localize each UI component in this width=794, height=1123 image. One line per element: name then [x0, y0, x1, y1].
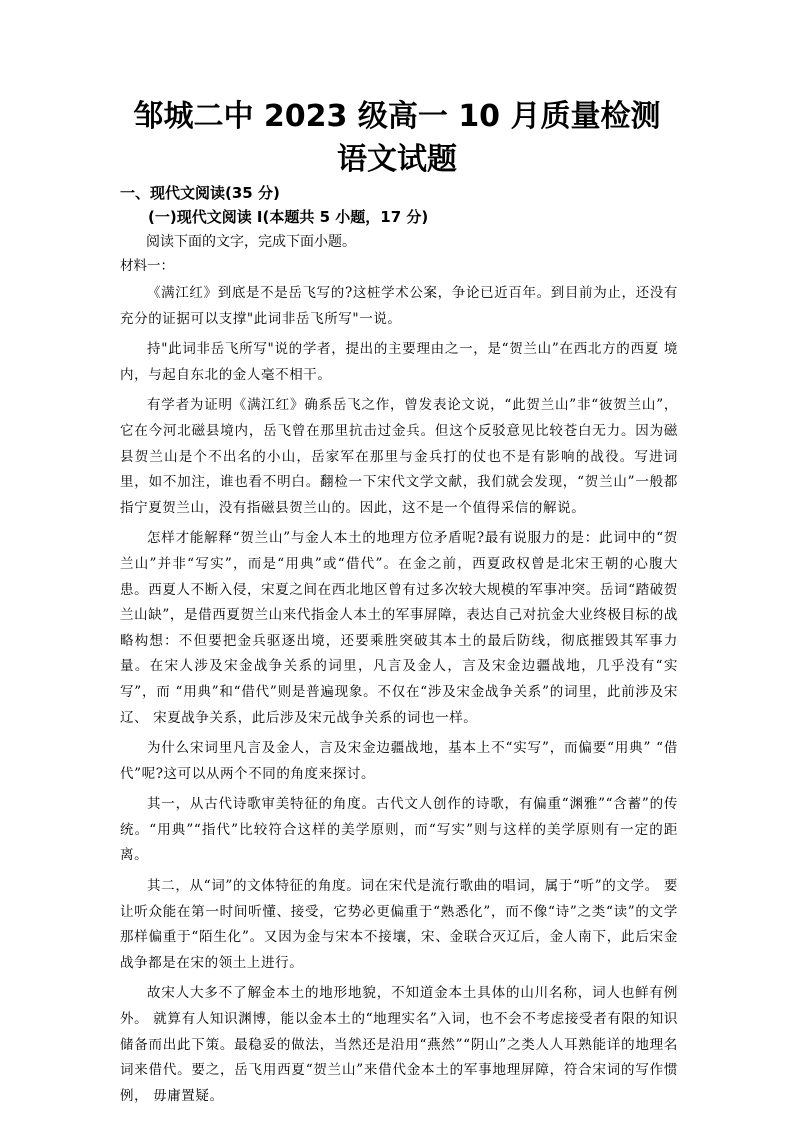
exam-title: 邹城二中 2023 级高一 10 月质量检测: [133, 99, 661, 134]
exam-subject-title: 语文试题: [337, 142, 457, 177]
paragraph: 持"此词非岳飞所写"说的学者，提出的主要理由之一，是“贺兰山”在西北方的西夏 境内，与起自东北的金人毫不相干。: [120, 341, 678, 383]
section-heading: 一、现代文阅读(35 分): [120, 184, 280, 202]
material-label: 材料一：: [120, 258, 174, 274]
reading-instruction: 阅读下面的文字，完成下面小题。: [146, 234, 356, 250]
paragraph: 其一，从古代诗歌审美特征的角度。古代文人创作的诗歌，有偏重“渊雅”“含蓄”的传统。“用典”“指代”比较符合这样的美学原则，而“写实”则与这样的美学原则有一定的距离。: [120, 796, 678, 864]
material-body: [120, 281, 678, 1114]
paragraph: 《满江红》到底是不是岳飞写的?这桩学术公案，争论已近百年。到目前为止，还没有充分的证据可以支撑"此词非岳飞所写"一说。: [120, 285, 678, 327]
paragraph: 故宋人大多不了解金本土的地形地貌，不知道金本土具体的山川名称，词人也鲜有例外。 就算有人知识渊博，能以金本土的“地理实名”入词，也不会不考虑接受者有限的知识储备而出此下策。最稳妥的做法，当然还是沿用“燕然”“阴山”之类人人耳熟能详的地理名词来借代。要之，岳飞用西夏“贺兰山”来借代金本土的军事地理屏障，符合宋词的写作惯例， 毋庸置疑。: [120, 985, 678, 1104]
paragraph: 为什么宋词里凡言及金人，言及宋金边疆战地，基本上不“实写”，而偏要“用典” “借代”呢?这可以从两个不同的角度来探讨。: [120, 740, 678, 782]
subsection-heading: (一)现代文阅读 I(本题共 5 小题，17 分): [148, 208, 429, 226]
paragraph: 有学者为证明《满江红》确系岳飞之作，曾发表论文说，“此贺兰山”非“彼贺兰山”，它在今河北磁县境内，岳飞曾在那里抗击过金兵。但这个反驳意见比较苍白无力。因为磁县贺兰山是个不出名的小山，岳家军在那里与金兵打的仗也不是有影响的战役。写进词里，如不加注，谁也看不明白。翻检一下宋代文学文献，我们就会发现，“贺兰山”一般都指宁夏贺兰山，没有指磁县贺兰山的。因此，这不是一个值得采信的解说。: [120, 397, 678, 516]
paragraph: 怎样才能解释“贺兰山”与金人本土的地理方位矛盾呢?最有说服力的是：此词中的“贺兰山”并非“写实”，而是“用典”或“借代”。在金之前，西夏政权曾是北宋王朝的心腹大患。西夏人不断入侵，宋夏之间在西北地区曾有过多次较大规模的军事冲突。岳词“踏破贺兰山缺”，是借西夏贺兰山来代指金人本土的军事屏障，表达自己对抗金大业终极目标的战略构想：不但要把金兵驱逐出境，还要乘胜突破其本土的最后防线，彻底摧毁其军事力量。在宋人涉及宋金战争关系的词里，凡言及金人，言及宋金边疆战地，几乎没有“实写”，而 “用典”和“借代”则是普遍现象。不仅在“涉及宋金战争关系”的词里，此前涉及宋辽、 宋夏战争关系，此后涉及宋元战争关系的词也一样。: [120, 530, 678, 726]
paragraph: 其二，从“词”的文体特征的角度。词在宋代是流行歌曲的唱词，属于“听”的文学。 要让听众能在第一时间听懂、接受，它势必更偏重于“熟悉化”，而不像“诗”之类“读”的文学那样偏重于“陌生化”。又因为金与宋本不接壤，宋、金联合灭辽后，金人南下，此后宋金战争都是在宋的领土上进行。: [120, 878, 678, 971]
